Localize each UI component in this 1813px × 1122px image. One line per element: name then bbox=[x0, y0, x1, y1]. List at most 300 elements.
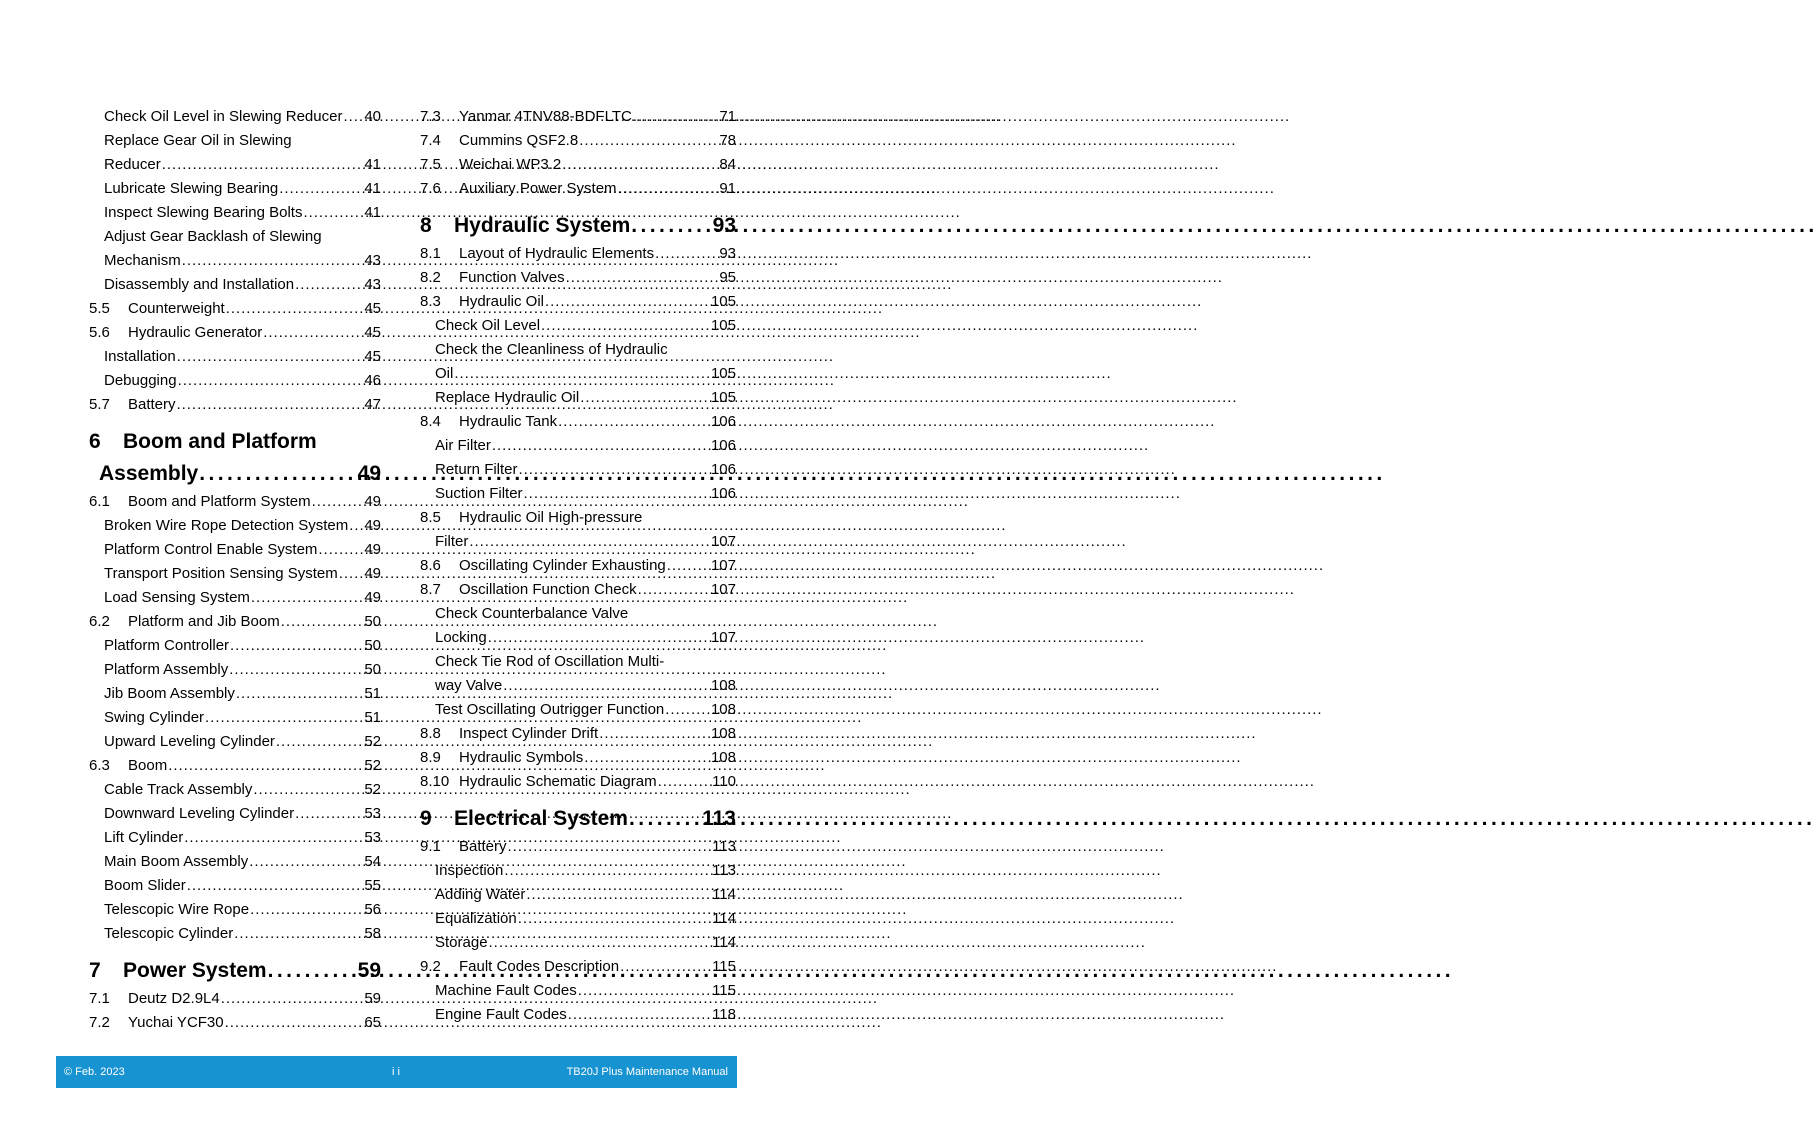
toc-entry-number: 6.3 bbox=[89, 757, 110, 774]
toc-chapter-entry[interactable] bbox=[89, 955, 381, 987]
toc-entry-title: Reducer bbox=[104, 156, 161, 173]
toc-dot-leader bbox=[276, 730, 363, 754]
toc-entry-number: 9 bbox=[420, 807, 432, 830]
toc-entry-title: Replace Hydraulic Oil bbox=[435, 389, 580, 406]
toc-subsection-entry[interactable] bbox=[89, 201, 381, 225]
toc-subsection-entry[interactable] bbox=[89, 153, 381, 177]
toc-entry-page: 110 bbox=[712, 773, 736, 790]
toc-section-entry[interactable] bbox=[89, 987, 381, 1011]
toc-entry-page: 41 bbox=[364, 204, 381, 221]
toc-entry-title: Function Valves bbox=[459, 269, 565, 286]
toc-entry-title: Battery bbox=[459, 838, 507, 855]
toc-entry-title: Machine Fault Codes bbox=[435, 982, 577, 999]
toc-subsection-entry[interactable] bbox=[89, 586, 381, 610]
toc-entry-page: 106 bbox=[710, 413, 736, 430]
toc-dot-leader bbox=[199, 458, 356, 490]
toc-subsection-entry[interactable] bbox=[89, 802, 381, 826]
toc-dot-leader bbox=[658, 770, 712, 794]
toc-subsection-entry[interactable] bbox=[420, 650, 736, 674]
toc-entry-page: 78 bbox=[719, 132, 736, 149]
toc-entry-number: 7.3 bbox=[420, 108, 441, 125]
toc-section-entry[interactable] bbox=[420, 242, 736, 266]
toc-dot-leader bbox=[508, 835, 712, 859]
toc-dot-leader bbox=[178, 369, 364, 393]
toc-subsection-entry[interactable] bbox=[420, 979, 736, 1003]
toc-entry-title: Swing Cylinder bbox=[104, 709, 205, 726]
toc-entry-page: 50 bbox=[364, 661, 381, 678]
toc-entry-number: 8.7 bbox=[420, 581, 441, 598]
toc-dot-leader bbox=[580, 386, 710, 410]
toc-entry-page: 107 bbox=[710, 581, 736, 598]
toc-entry-number: 5.6 bbox=[89, 324, 110, 341]
toc-entry-page: 51 bbox=[364, 685, 381, 702]
toc-entry-title: Air Filter bbox=[435, 437, 491, 454]
toc-entry-title: Yuchai YCF30 bbox=[128, 1014, 224, 1031]
toc-subsection-entry[interactable] bbox=[420, 458, 736, 482]
toc-entry-page: 50 bbox=[364, 637, 381, 654]
toc-entry-page: 93 bbox=[712, 214, 736, 237]
toc-dot-leader bbox=[599, 722, 710, 746]
toc-entry-title: Debugging bbox=[104, 372, 177, 389]
footer-manual-title: TB20J Plus Maintenance Manual bbox=[566, 1066, 728, 1078]
toc-subsection-entry[interactable] bbox=[420, 883, 736, 907]
toc-entry-title: Platform Controller bbox=[104, 637, 230, 654]
toc-entry-page: 51 bbox=[364, 709, 381, 726]
toc-dot-leader bbox=[295, 273, 363, 297]
toc-dot-leader bbox=[263, 321, 363, 345]
toc-entry-title: Engine Fault Codes bbox=[435, 1006, 567, 1023]
toc-subsection-entry[interactable] bbox=[89, 249, 381, 273]
toc-section-entry[interactable] bbox=[420, 153, 736, 177]
toc-entry-title: Hydraulic Oil High-pressure bbox=[459, 509, 643, 526]
toc-entry-title: Storage bbox=[435, 934, 488, 951]
toc-entry-page: 114 bbox=[712, 910, 736, 927]
toc-subsection-entry[interactable] bbox=[420, 698, 736, 722]
toc-entry-title: Adjust Gear Backlash of Slewing bbox=[104, 228, 322, 245]
toc-entry-page: 49 bbox=[364, 541, 381, 558]
toc-section-entry[interactable] bbox=[89, 610, 381, 634]
toc-entry-page: 106 bbox=[710, 485, 736, 502]
toc-dot-leader bbox=[519, 458, 710, 482]
toc-entry-page: 49 bbox=[364, 565, 381, 582]
toc-subsection-entry[interactable] bbox=[89, 225, 381, 249]
toc-dot-leader bbox=[349, 514, 363, 538]
toc-entry-title: Lift Cylinder bbox=[104, 829, 184, 846]
toc-chapter-entry[interactable] bbox=[89, 458, 381, 490]
toc-entry-title: Filter bbox=[435, 533, 469, 550]
toc-entry-title: Assembly bbox=[99, 462, 199, 485]
toc-entry-page: 106 bbox=[710, 437, 736, 454]
toc-entry-number: 7.6 bbox=[420, 180, 441, 197]
toc-entry-title: Lubricate Slewing Bearing bbox=[104, 180, 279, 197]
toc-entry-title: Hydraulic Symbols bbox=[459, 749, 584, 766]
toc-entry-page: 106 bbox=[710, 461, 736, 478]
toc-subsection-entry[interactable] bbox=[89, 369, 381, 393]
toc-section-entry[interactable] bbox=[420, 129, 736, 153]
toc-dot-leader bbox=[503, 674, 710, 698]
toc-entry-title: Platform Assembly bbox=[104, 661, 229, 678]
toc-entry-title: Weichai WP3.2 bbox=[459, 156, 562, 173]
toc-subsection-entry[interactable] bbox=[89, 850, 381, 874]
toc-subsection-entry[interactable] bbox=[89, 105, 381, 129]
toc-entry-title: Oscillating Cylinder Exhausting bbox=[459, 557, 666, 574]
toc-dot-leader bbox=[279, 177, 363, 201]
toc-entry-title: Check Counterbalance Valve bbox=[435, 605, 629, 622]
toc-entry-title: Check the Cleanliness of Hydraulic bbox=[435, 341, 668, 358]
toc-subsection-entry[interactable] bbox=[89, 273, 381, 297]
toc-section-entry[interactable] bbox=[420, 770, 736, 794]
toc-entry-page: 105 bbox=[710, 317, 736, 334]
toc-entry-page: 40 bbox=[364, 108, 381, 125]
footer-date: © Feb. 2023 bbox=[64, 1066, 125, 1078]
toc-subsection-entry[interactable] bbox=[89, 730, 381, 754]
toc-entry-title: Oscillation Function Check bbox=[459, 581, 637, 598]
toc-entry-page: 43 bbox=[364, 276, 381, 293]
toc-subsection-entry[interactable] bbox=[89, 658, 381, 682]
toc-entry-title: Installation bbox=[104, 348, 176, 365]
toc-section-entry[interactable] bbox=[89, 754, 381, 778]
toc-entry-title: Boom bbox=[128, 757, 168, 774]
toc-subsection-entry[interactable] bbox=[420, 602, 736, 626]
toc-entry-number: 7.4 bbox=[420, 132, 441, 149]
toc-entry-page: 49 bbox=[364, 493, 381, 510]
toc-entry-title: Check Tie Rod of Oscillation Multi- bbox=[435, 653, 665, 670]
toc-dot-leader bbox=[469, 530, 710, 554]
toc-entry-title: Equalization bbox=[435, 910, 517, 927]
toc-entry-page: 53 bbox=[364, 829, 381, 846]
toc-entry-page: 52 bbox=[364, 781, 381, 798]
toc-entry-title: Hydraulic Generator bbox=[128, 324, 263, 341]
toc-entry-page: 50 bbox=[364, 613, 381, 630]
toc-dot-leader bbox=[343, 105, 363, 129]
toc-entry-title: Test Oscillating Outrigger Function bbox=[435, 701, 665, 718]
toc-entry-page: 114 bbox=[712, 886, 736, 903]
toc-dot-leader bbox=[655, 242, 718, 266]
toc-entry-page: 118 bbox=[712, 1006, 736, 1023]
toc-subsection-entry[interactable] bbox=[89, 898, 381, 922]
toc-entry-title: Downward Leveling Cylinder bbox=[104, 805, 295, 822]
toc-entry-number: 8.2 bbox=[420, 269, 441, 286]
toc-entry-title: Inspect Slewing Bearing Bolts bbox=[104, 204, 303, 221]
toc-section-entry[interactable] bbox=[420, 578, 736, 602]
toc-entry-page: 93 bbox=[719, 245, 736, 262]
toc-dot-leader bbox=[562, 153, 718, 177]
toc-entry-page: 59 bbox=[364, 990, 381, 1007]
toc-dot-leader bbox=[229, 658, 363, 682]
toc-dot-leader bbox=[545, 290, 710, 314]
toc-entry-title: Return Filter bbox=[435, 461, 518, 478]
toc-entry-page: 113 bbox=[712, 862, 736, 879]
toc-dot-leader bbox=[162, 153, 364, 177]
toc-entry-page: 71 bbox=[719, 108, 736, 125]
toc-subsection-entry[interactable] bbox=[420, 482, 736, 506]
toc-entry-title: Replace Gear Oil in Slewing bbox=[104, 132, 292, 149]
toc-subsection-entry[interactable] bbox=[89, 562, 381, 586]
toc-entry-page: 108 bbox=[710, 725, 736, 742]
toc-dot-leader bbox=[584, 746, 710, 770]
toc-entry-title: Locking bbox=[435, 629, 487, 646]
toc-subsection-entry[interactable] bbox=[420, 1003, 736, 1027]
toc-entry-title: Hydraulic Tank bbox=[459, 413, 558, 430]
toc-dot-leader bbox=[578, 979, 711, 1003]
toc-entry-title: Mechanism bbox=[104, 252, 181, 269]
toc-section-entry[interactable] bbox=[420, 290, 736, 314]
toc-entry-page: 95 bbox=[719, 269, 736, 286]
toc-dot-leader bbox=[620, 955, 711, 979]
toc-dot-leader bbox=[629, 803, 701, 835]
toc-entry-page: 107 bbox=[710, 557, 736, 574]
toc-subsection-entry[interactable] bbox=[420, 434, 736, 458]
toc-subsection-entry[interactable] bbox=[420, 386, 736, 410]
toc-entry-number: 8.1 bbox=[420, 245, 441, 262]
toc-dot-leader bbox=[526, 883, 711, 907]
toc-entry-page: 105 bbox=[710, 293, 736, 310]
toc-subsection-entry[interactable] bbox=[89, 874, 381, 898]
toc-entry-number: 6.2 bbox=[89, 613, 110, 630]
toc-entry-title: Telescopic Cylinder bbox=[104, 925, 234, 942]
toc-subsection-entry[interactable] bbox=[89, 682, 381, 706]
toc-entry-page: 115 bbox=[712, 982, 736, 999]
toc-entry-page: 55 bbox=[364, 877, 381, 894]
toc-entry-page: 41 bbox=[364, 156, 381, 173]
toc-subsection-entry[interactable] bbox=[89, 922, 381, 946]
toc-section-entry[interactable] bbox=[89, 1011, 381, 1035]
toc-entry-title: Electrical System bbox=[454, 807, 628, 830]
toc-subsection-entry[interactable] bbox=[89, 538, 381, 562]
toc-dot-leader bbox=[250, 898, 363, 922]
footer-page-number: i i bbox=[392, 1066, 400, 1078]
toc-entry-page: 52 bbox=[364, 757, 381, 774]
toc-dot-leader bbox=[518, 907, 711, 931]
toc-entry-page: 45 bbox=[364, 324, 381, 341]
toc-entry-title: Disassembly and Installation bbox=[104, 276, 295, 293]
toc-entry-title: Cummins QSF2.8 bbox=[459, 132, 579, 149]
toc-entry-page: 43 bbox=[364, 252, 381, 269]
toc-entry-title: Oil bbox=[435, 365, 454, 382]
toc-dot-leader bbox=[667, 554, 710, 578]
toc-entry-number: 8.6 bbox=[420, 557, 441, 574]
toc-dot-leader bbox=[225, 1011, 364, 1035]
toc-entry-number: 6 bbox=[89, 430, 101, 453]
toc-dot-leader bbox=[638, 578, 710, 602]
toc-subsection-entry[interactable] bbox=[89, 634, 381, 658]
toc-dot-leader bbox=[339, 562, 364, 586]
toc-subsection-entry[interactable] bbox=[420, 907, 736, 931]
toc-dot-leader bbox=[268, 955, 357, 987]
toc-section-entry[interactable] bbox=[89, 393, 381, 417]
toc-entry-page: 108 bbox=[710, 749, 736, 766]
toc-dot-leader bbox=[205, 706, 363, 730]
toc-dot-leader bbox=[251, 586, 363, 610]
toc-entry-title: Boom and Platform System bbox=[128, 493, 311, 510]
toc-entry-title: Battery bbox=[128, 396, 176, 413]
toc-entry-title: Counterweight bbox=[128, 300, 225, 317]
toc-entry-title: Main Boom Assembly bbox=[104, 853, 249, 870]
toc-section-entry[interactable] bbox=[420, 506, 736, 530]
toc-dot-leader bbox=[295, 802, 363, 826]
toc-dot-leader bbox=[253, 778, 363, 802]
toc-entry-page: 49 bbox=[364, 589, 381, 606]
toc-entry-page: 58 bbox=[364, 925, 381, 942]
toc-section-entry[interactable] bbox=[420, 722, 736, 746]
toc-entry-number: 8 bbox=[420, 214, 432, 237]
toc-entry-number: 6.1 bbox=[89, 493, 110, 510]
toc-dot-leader bbox=[618, 177, 719, 201]
toc-entry-page: 113 bbox=[702, 807, 736, 830]
toc-entry-number: 7 bbox=[89, 959, 101, 982]
toc-entry-page: 65 bbox=[364, 1014, 381, 1031]
toc-subsection-entry[interactable] bbox=[89, 345, 381, 369]
toc-dot-leader bbox=[631, 210, 711, 242]
toc-entry-page: 45 bbox=[364, 300, 381, 317]
toc-subsection-entry[interactable] bbox=[420, 931, 736, 955]
toc-entry-title: Fault Codes Description bbox=[459, 958, 620, 975]
toc-entry-page: 114 bbox=[712, 934, 736, 951]
toc-entry-page: 53 bbox=[364, 805, 381, 822]
toc-entry-title: Platform and Jib Boom bbox=[128, 613, 280, 630]
toc-entry-title: Auxiliary Power System bbox=[459, 180, 617, 197]
toc-entry-title: Hydraulic System bbox=[454, 214, 631, 237]
toc-entry-page: 49 bbox=[357, 462, 381, 485]
toc-entry-page: 113 bbox=[712, 838, 736, 855]
toc-entry-title: Suction Filter bbox=[435, 485, 523, 502]
toc-section-entry[interactable] bbox=[89, 490, 381, 514]
toc-entry-page: 84 bbox=[719, 156, 736, 173]
toc-entry-page: 105 bbox=[710, 365, 736, 382]
toc-entry-title: Power System bbox=[123, 959, 267, 982]
toc-entry-title: Deutz D2.9L4 bbox=[128, 990, 220, 1007]
toc-dot-leader bbox=[177, 393, 364, 417]
toc-section-entry[interactable] bbox=[420, 177, 736, 201]
toc-dot-leader bbox=[184, 826, 363, 850]
toc-entry-page: 54 bbox=[364, 853, 381, 870]
toc-entry-number: 8.10 bbox=[420, 773, 450, 790]
toc-dot-leader bbox=[492, 434, 710, 458]
toc-dot-leader bbox=[221, 987, 364, 1011]
toc-entry-number: 8.3 bbox=[420, 293, 441, 310]
toc-section-entry[interactable] bbox=[420, 835, 736, 859]
toc-dot-leader bbox=[234, 922, 363, 946]
toc-section-entry[interactable] bbox=[420, 105, 736, 129]
toc-section-entry[interactable] bbox=[89, 321, 381, 345]
toc-section-entry[interactable] bbox=[420, 746, 736, 770]
toc-entry-page: 91 bbox=[719, 180, 736, 197]
toc-section-entry[interactable] bbox=[89, 297, 381, 321]
toc-entry-number: 7.5 bbox=[420, 156, 441, 173]
toc-chapter-entry[interactable] bbox=[420, 210, 736, 242]
toc-dot-leader bbox=[249, 850, 363, 874]
toc-section-entry[interactable] bbox=[420, 554, 736, 578]
toc-section-entry[interactable] bbox=[420, 955, 736, 979]
toc-chapter-entry[interactable] bbox=[89, 426, 381, 458]
toc-subsection-entry[interactable] bbox=[420, 530, 736, 554]
toc-subsection-entry[interactable] bbox=[420, 362, 736, 386]
toc-entry-page: 47 bbox=[364, 396, 381, 413]
toc-section-entry[interactable] bbox=[420, 266, 736, 290]
toc-entry-title: Broken Wire Rope Detection System bbox=[104, 517, 349, 534]
toc-entry-title: Layout of Hydraulic Elements bbox=[459, 245, 655, 262]
toc-entry-title: Boom and Platform bbox=[123, 430, 317, 453]
toc-entry-page: 108 bbox=[710, 677, 736, 694]
toc-dot-leader bbox=[168, 754, 363, 778]
toc-entry-number: 5.5 bbox=[89, 300, 110, 317]
toc-section-entry[interactable] bbox=[420, 410, 736, 434]
toc-entry-page: 108 bbox=[710, 701, 736, 718]
toc-entry-page: 46 bbox=[364, 372, 381, 389]
toc-entry-title: Check Oil Level in Slewing Reducer bbox=[104, 108, 343, 125]
toc-entry-number: 8.4 bbox=[420, 413, 441, 430]
page-footer bbox=[56, 1056, 737, 1088]
toc-dot-leader bbox=[312, 490, 364, 514]
toc-dot-leader bbox=[488, 626, 710, 650]
toc-dot-leader bbox=[489, 931, 712, 955]
toc-dot-leader bbox=[303, 201, 363, 225]
toc-dot-leader bbox=[230, 634, 363, 658]
toc-entry-page: 41 bbox=[364, 180, 381, 197]
toc-dot-leader bbox=[182, 249, 364, 273]
toc-dot-leader bbox=[236, 682, 363, 706]
toc-subsection-entry[interactable] bbox=[89, 177, 381, 201]
toc-dot-leader bbox=[524, 482, 710, 506]
toc-dot-leader bbox=[633, 105, 718, 129]
toc-subsection-entry[interactable] bbox=[89, 514, 381, 538]
toc-subsection-entry[interactable] bbox=[89, 129, 381, 153]
toc-entry-number: 8.5 bbox=[420, 509, 441, 526]
toc-entry-number: 8.8 bbox=[420, 725, 441, 742]
toc-dot-leader bbox=[568, 1003, 711, 1027]
toc-entry-title: Jib Boom Assembly bbox=[104, 685, 235, 702]
toc-subsection-entry[interactable] bbox=[420, 859, 736, 883]
toc-entry-page: 115 bbox=[712, 958, 736, 975]
toc-entry-title: Inspection bbox=[435, 862, 504, 879]
toc-entry-title: Inspect Cylinder Drift bbox=[459, 725, 599, 742]
toc-subsection-entry[interactable] bbox=[89, 826, 381, 850]
toc-entry-number: 5.7 bbox=[89, 396, 110, 413]
toc-dot-leader bbox=[558, 410, 710, 434]
toc-entry-title: Check Oil Level bbox=[435, 317, 541, 334]
toc-entry-number: 8.9 bbox=[420, 749, 441, 766]
toc-subsection-entry[interactable] bbox=[89, 778, 381, 802]
toc-entry-title: Upward Leveling Cylinder bbox=[104, 733, 275, 750]
toc-entry-title: Adding Water bbox=[435, 886, 526, 903]
toc-subsection-entry[interactable] bbox=[89, 706, 381, 730]
toc-entry-title: Hydraulic Oil bbox=[459, 293, 545, 310]
toc-entry-page: 107 bbox=[710, 533, 736, 550]
toc-entry-title: Yanmar 4TNV88-BDFLTC bbox=[459, 108, 632, 125]
toc-entry-page: 52 bbox=[364, 733, 381, 750]
toc-dot-leader bbox=[318, 538, 363, 562]
toc-dot-leader bbox=[454, 362, 710, 386]
toc-entry-title: Hydraulic Schematic Diagram bbox=[459, 773, 657, 790]
toc-entry-number: 9.1 bbox=[420, 838, 441, 855]
toc-entry-page: 105 bbox=[710, 389, 736, 406]
toc-dot-leader bbox=[504, 859, 711, 883]
toc-entry-title: Transport Position Sensing System bbox=[104, 565, 338, 582]
toc-subsection-entry[interactable] bbox=[420, 338, 736, 362]
toc-entry-title: Load Sensing System bbox=[104, 589, 250, 606]
toc-dot-leader bbox=[665, 698, 710, 722]
toc-chapter-entry[interactable] bbox=[420, 803, 736, 835]
toc-dot-leader bbox=[187, 874, 364, 898]
toc-subsection-entry[interactable] bbox=[420, 314, 736, 338]
toc-subsection-entry[interactable] bbox=[420, 626, 736, 650]
toc-entry-title: Telescopic Wire Rope bbox=[104, 901, 250, 918]
toc-entry-title: way Valve bbox=[435, 677, 503, 694]
toc-subsection-entry[interactable] bbox=[420, 674, 736, 698]
toc-entry-title: Cable Track Assembly bbox=[104, 781, 253, 798]
toc-entry-page: 45 bbox=[364, 348, 381, 365]
toc-dot-leader bbox=[177, 345, 364, 369]
